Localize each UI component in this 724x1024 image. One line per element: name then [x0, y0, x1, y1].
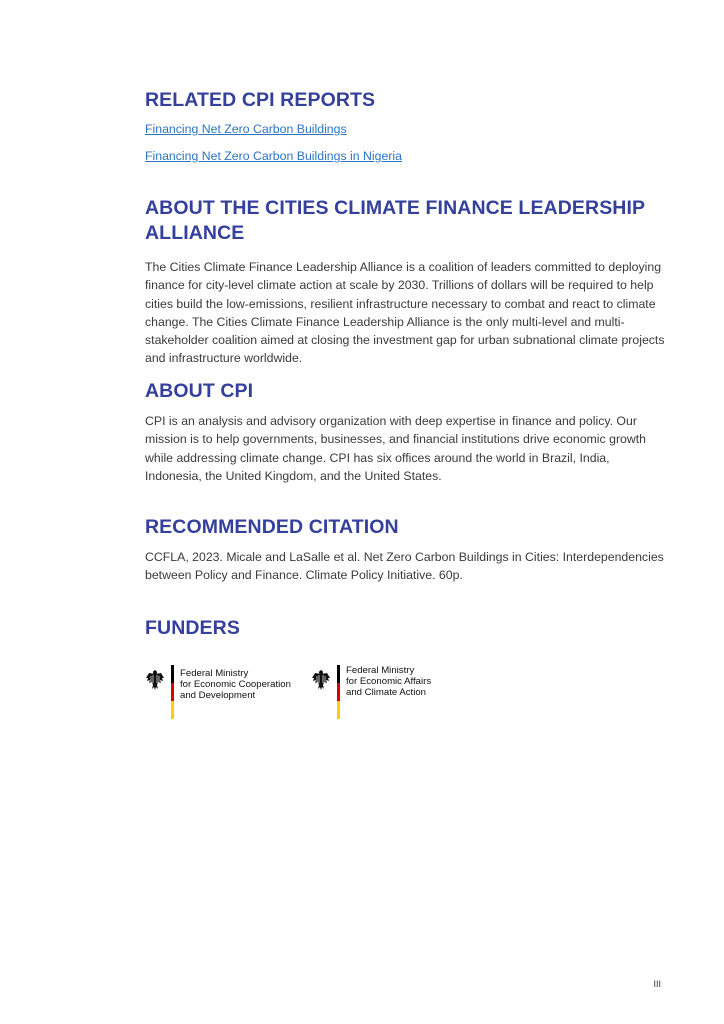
funder-bmz-line1: Federal Ministry — [180, 668, 249, 679]
funders-heading: FUNDERS — [145, 617, 240, 639]
report-link-1[interactable]: Financing Net Zero Carbon Buildings — [145, 122, 347, 136]
citation-heading: RECOMMENDED CITATION — [145, 516, 399, 538]
report-link-2[interactable]: Financing Net Zero Carbon Buildings in Nigeria — [145, 149, 402, 163]
citation-body: CCFLA, 2023. Micale and LaSalle et al. Net Zero Carbon Buildings in Cities: Interdependencies between Policy and Finance. Climate Policy Initiative. 60p. — [145, 550, 664, 583]
about-alliance-heading-line2: ALLIANCE — [145, 222, 245, 244]
related-reports-heading: RELATED CPI REPORTS — [145, 89, 376, 111]
federal-eagle-icon — [145, 669, 165, 691]
funder-bmwk-line2: for Economic Affairs — [346, 676, 432, 687]
funder-bmz-logo — [145, 665, 291, 719]
funders-section — [145, 616, 665, 641]
about-cpi-body: CPI is an analysis and advisory organization with deep expertise in finance and policy. Our mission is to help governments, businesses, and financial institutions drive economic growth while addressing climate change. CPI has six offices around the world in Brazil, India, Indonesia, the United Kingdom, and the United States. — [145, 414, 647, 483]
citation-section — [145, 515, 665, 585]
about-cpi-heading: ABOUT CPI — [145, 380, 254, 402]
about-alliance-body: The Cities Climate Finance Leadership Alliance is a coalition of leaders committed to deploying finance for city-level climate action at scale by 2030. Trillions of dollars will be required to help cities build the low-emissions, resilient infrastructure necessary to combat and react to climate change. The Cities Climate Finance Leadership Alliance is the only multi-level and multi-stakeholder coalition aimed at closing the investment gap for urban subnational climate projects and infrastructure worldwide. — [145, 260, 665, 366]
about-alliance-heading-line1: ABOUT THE CITIES CLIMATE FINANCE LEADERSHIP — [145, 197, 646, 219]
funder-bmwk-line1: Federal Ministry — [346, 665, 415, 676]
about-alliance-section — [145, 196, 665, 368]
about-cpi-section — [145, 379, 665, 485]
funder-bmz-name — [180, 668, 291, 701]
german-flag-bar — [337, 665, 340, 719]
funder-bmz-line3: and Development — [180, 690, 256, 701]
funder-bmwk-name — [346, 665, 431, 698]
funder-bmwk-line3: and Climate Action — [346, 687, 426, 698]
funder-bmwk-logo — [311, 665, 431, 719]
federal-eagle-icon — [311, 669, 331, 691]
page-number: III — [653, 979, 661, 989]
related-reports-section — [145, 88, 665, 164]
about-alliance-heading — [145, 196, 665, 246]
funder-bmz-line2: for Economic Cooperation — [180, 679, 291, 690]
german-flag-bar — [171, 665, 174, 719]
